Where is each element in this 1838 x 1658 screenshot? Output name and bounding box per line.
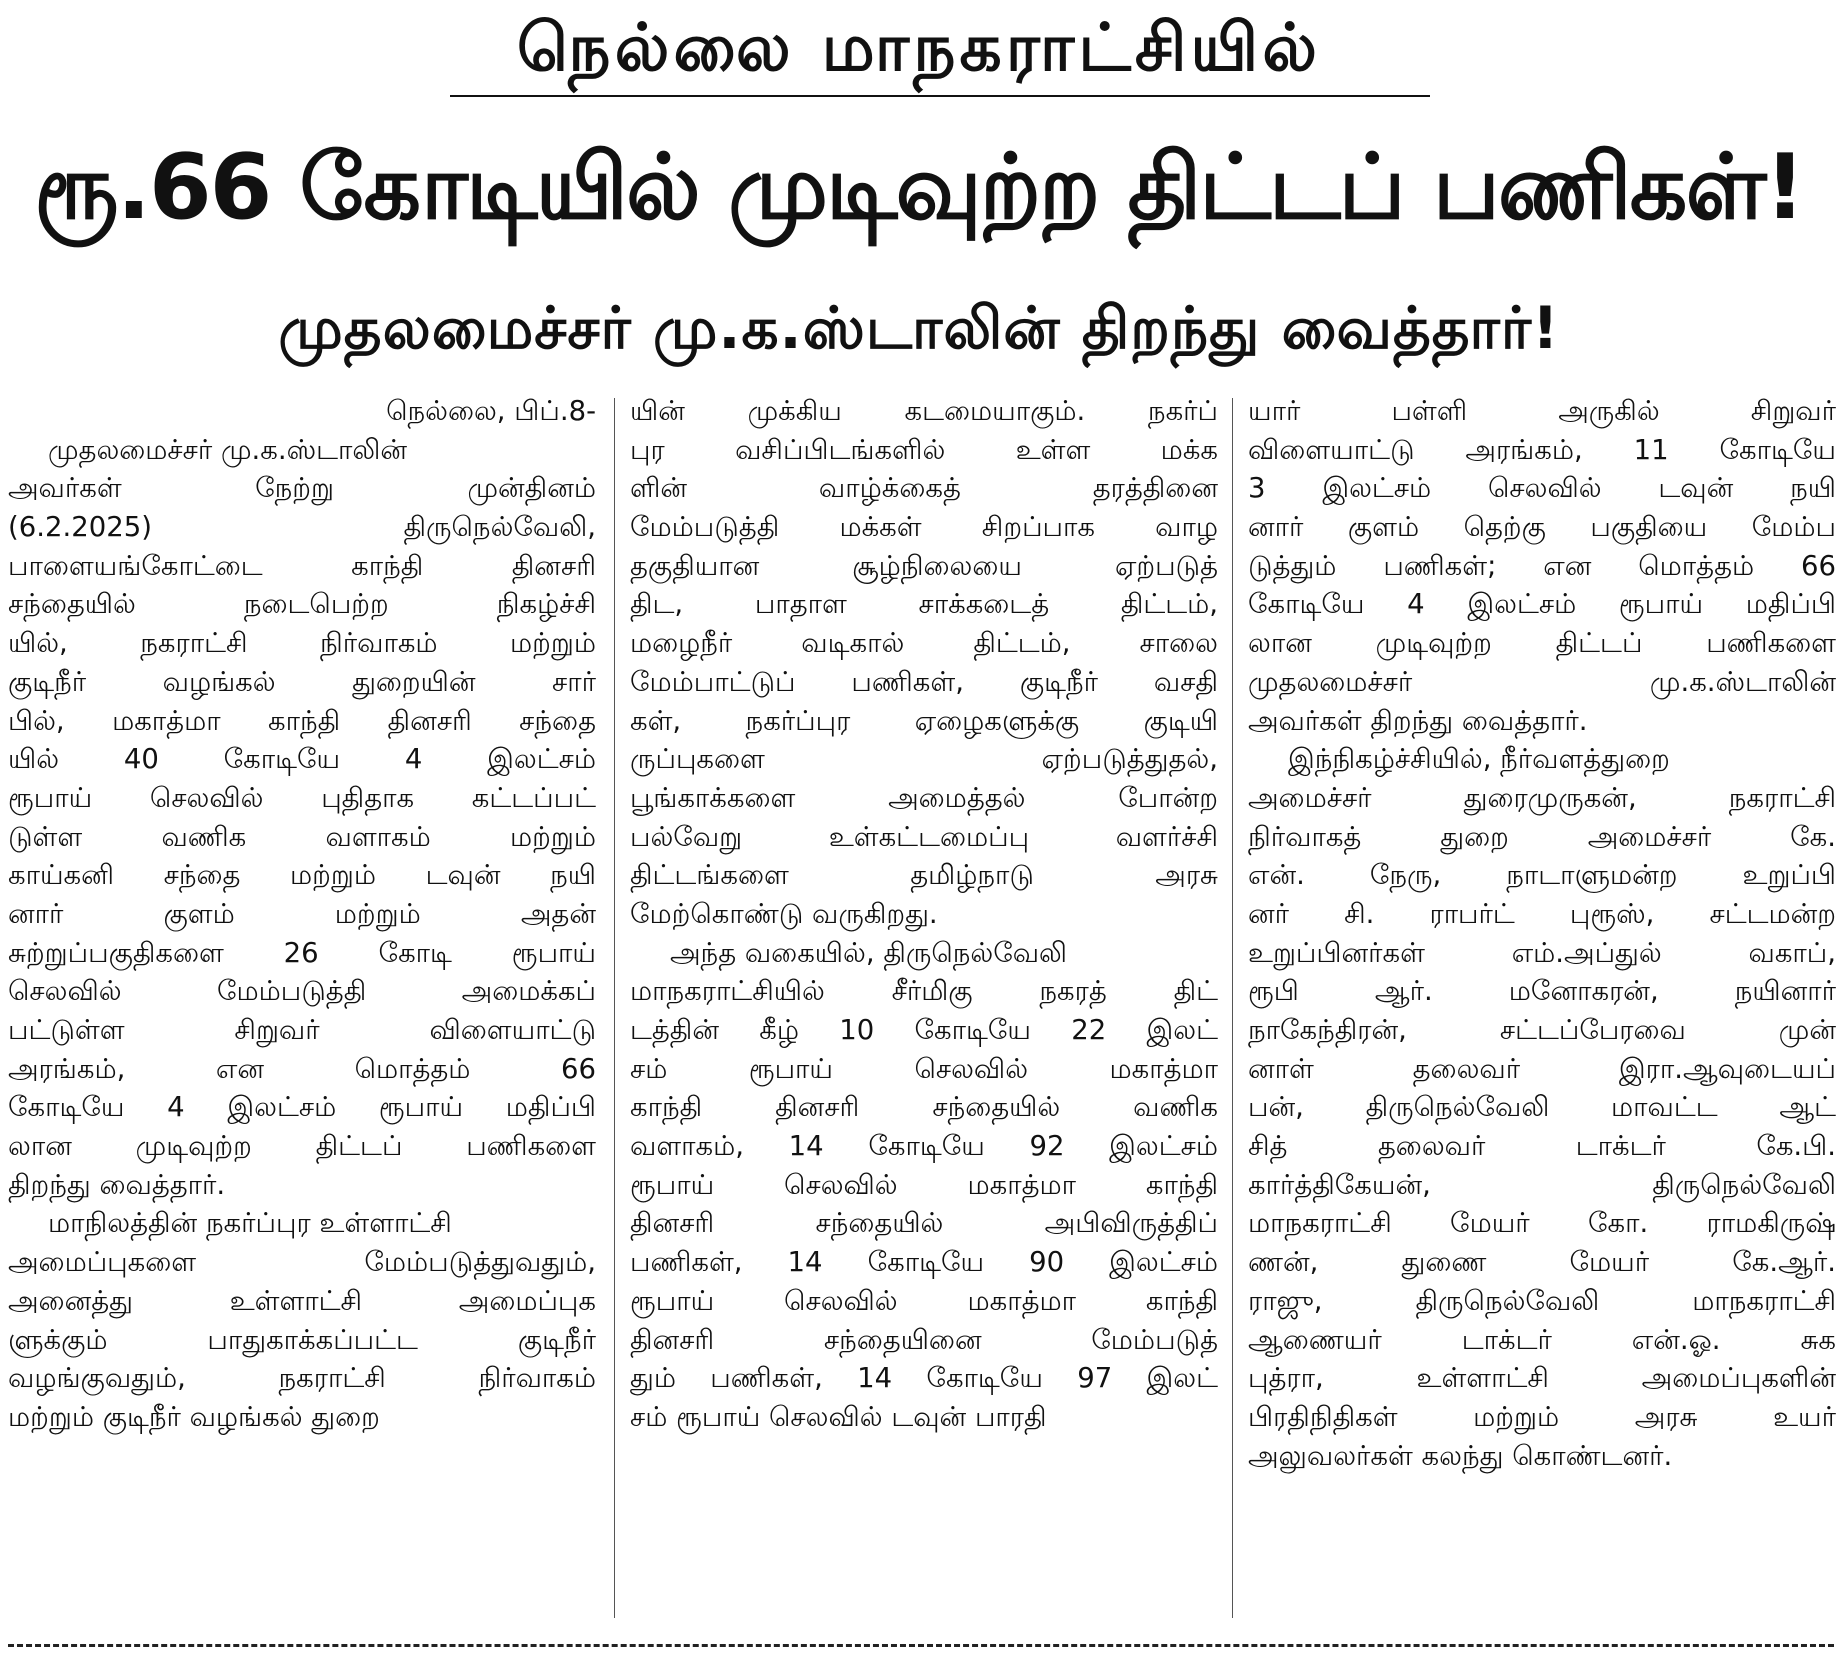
article-text-line: திட, பாதாள சாக்கடைத் திட்டம்,	[630, 588, 1218, 621]
article-text-line: சம் ரூபாய் செலவில் மகாத்மா	[630, 1052, 1218, 1085]
article-text-line: கார்த்திகேயன், திருநெல்வேலி	[1248, 1168, 1836, 1201]
article-text-line: மாநகராட்சியில் சீர்மிகு நகரத் திட்	[630, 975, 1218, 1008]
article-text-line: அமைச்சர் துரைமுருகன், நகராட்சி	[1248, 781, 1836, 814]
article-text-line: பூங்காக்களை அமைத்தல் போன்ற	[630, 781, 1218, 814]
article-text-line: மாநிலத்தின் நகர்ப்புர உள்ளாட்சி	[48, 1207, 452, 1240]
article-text-line: மழைநீர் வடிகால் திட்டம், சாலை	[630, 627, 1218, 660]
article-text-line: வழங்குவதும், நகராட்சி நிர்வாகம்	[8, 1362, 596, 1395]
article-column-3	[1248, 392, 1836, 1632]
kicker-underline	[450, 95, 1430, 97]
article-text-line: காய்கனி சந்தை மற்றும் டவுன் நயி	[8, 859, 596, 892]
article-text-line: புர வசிப்பிடங்களில் உள்ள மக்க	[630, 433, 1218, 466]
article-text-line: முதலமைச்சர் மு.க.ஸ்டாலின்	[1248, 665, 1836, 698]
article-text-line: யார் பள்ளி அருகில் சிறுவர்	[1248, 395, 1836, 427]
article-text-line: அரங்கம், என மொத்தம் 66	[8, 1052, 596, 1085]
article-text-line: பாளையங்கோட்டை காந்தி தினசரி	[8, 549, 596, 582]
article-text-line: ரூபாய் செலவில் புதிதாக கட்டப்பட்	[8, 781, 596, 814]
article-text-line: ரூபாய் செலவில் மகாத்மா காந்தி	[630, 1168, 1218, 1201]
article-text-line: உறுப்பினர்கள் எம்.அப்துல் வகாப்,	[1248, 936, 1836, 969]
article-text-line: பில், மகாத்மா காந்தி தினசரி சந்தை	[8, 704, 596, 737]
article-text-line: சம் ரூபாய் செலவில் டவுன் பாரதி	[630, 1400, 1047, 1433]
article-text-line: ஆணையர் டாக்டர் என்.ஓ. சுக	[1248, 1323, 1836, 1356]
headline-title: ரூ.66 கோடியில் முடிவுற்ற திட்டப் பணிகள்!	[34, 135, 1804, 240]
article-text-line: முதலமைச்சர் மு.க.ஸ்டாலின்	[48, 433, 408, 466]
article-text-line: டத்தின் கீழ் 10 கோடியே 22 இலட்	[630, 1014, 1218, 1046]
article-text-line: லான முடிவுற்ற திட்டப் பணிகளை	[1248, 627, 1836, 660]
article-text-line: பட்டுள்ள சிறுவர் விளையாட்டு	[8, 1014, 596, 1046]
article-text-line: ளின் வாழ்க்கைத் தரத்தினை	[630, 472, 1218, 505]
article-text-line: அவர்கள் நேற்று முன்தினம்	[8, 472, 596, 505]
article-text-line: சந்தையில் நடைபெற்ற நிகழ்ச்சி	[8, 588, 596, 621]
article-text-line: தும் பணிகள், 14 கோடியே 97 இலட்	[630, 1362, 1218, 1395]
article-column-2	[630, 392, 1218, 1632]
article-text-line: காந்தி தினசரி சந்தையில் வணிக	[630, 1091, 1218, 1124]
article-text-line: னர் சி. ராபர்ட் புரூஸ், சட்டமன்ற	[1248, 897, 1836, 930]
article-text-line: திட்டங்களை தமிழ்நாடு அரசு	[630, 859, 1218, 892]
article-text-line: டுள்ள வணிக வளாகம் மற்றும்	[8, 820, 596, 853]
article-text-line: பன், திருநெல்வேலி மாவட்ட ஆட்	[1248, 1091, 1836, 1124]
article-text-line: ளுக்கும் பாதுகாக்கப்பட்ட குடிநீர்	[8, 1323, 596, 1356]
article-text-line: மற்றும் குடிநீர் வழங்கல் துறை	[8, 1400, 380, 1433]
column-divider	[614, 398, 615, 1618]
article-text-line: யின் முக்கிய கடமையாகும். நகர்ப்	[630, 395, 1218, 427]
article-text-line: நெல்லை, பிப்.8-	[386, 395, 596, 427]
article-text-line: கோடியே 4 இலட்சம் ரூபாய் மதிப்பி	[1248, 588, 1836, 621]
article-text-line: ரூபி ஆர். மனோகரன், நயினார்	[1248, 975, 1836, 1008]
article-text-line: யில் 40 கோடியே 4 இலட்சம்	[8, 743, 596, 776]
article-text-line: பணிகள், 14 கோடியே 90 இலட்சம்	[630, 1246, 1218, 1279]
article-text-line: அந்த வகையில், திருநெல்வேலி	[670, 936, 1068, 969]
article-text-line: இந்நிகழ்ச்சியில், நீர்வளத்துறை	[1288, 743, 1670, 776]
article-text-line: யில், நகராட்சி நிர்வாகம் மற்றும்	[8, 627, 596, 660]
article-text-line: நிர்வாகத் துறை அமைச்சர் கே.	[1248, 820, 1836, 853]
article-text-line: ணன், துணை மேயர் கே.ஆர்.	[1248, 1246, 1836, 1279]
article-text-line: 3 இலட்சம் செலவில் டவுன் நயி	[1248, 472, 1836, 505]
headline-block	[0, 0, 1838, 395]
article-text-line: குடிநீர் வழங்கல் துறையின் சார்	[8, 665, 596, 698]
article-text-line: என். நேரு, நாடாளுமன்ற உறுப்பி	[1248, 859, 1836, 892]
article-text-line: நாகேந்திரன், சட்டப்பேரவை முன்	[1248, 1014, 1836, 1046]
article-text-line: ரூபாய் செலவில் மகாத்மா காந்தி	[630, 1284, 1218, 1317]
article-text-line: (6.2.2025) திருநெல்வேலி,	[8, 511, 596, 544]
article-text-line: னாள் தலைவர் இரா.ஆவுடையப்	[1248, 1052, 1836, 1085]
article-text-line: விளையாட்டு அரங்கம், 11 கோடியே	[1248, 433, 1836, 466]
article-text-line: புத்ரா, உள்ளாட்சி அமைப்புகளின்	[1248, 1362, 1836, 1395]
article-text-line: திறந்து வைத்தார்.	[8, 1168, 226, 1201]
article-text-line: அலுவலர்கள் கலந்து கொண்டனர்.	[1248, 1439, 1673, 1472]
article-text-line: பல்வேறு உள்கட்டமைப்பு வளர்ச்சி	[630, 820, 1218, 853]
article-text-line: ராஜு, திருநெல்வேலி மாநகராட்சி	[1248, 1284, 1836, 1317]
article-text-line: வளாகம், 14 கோடியே 92 இலட்சம்	[630, 1130, 1218, 1163]
article-text-line: செலவில் மேம்படுத்தி அமைக்கப்	[8, 975, 596, 1008]
article-text-line: ருப்புகளை ஏற்படுத்துதல்,	[630, 743, 1218, 776]
article-text-line: மேற்கொண்டு வருகிறது.	[630, 897, 938, 930]
article-text-line: கோடியே 4 இலட்சம் ரூபாய் மதிப்பி	[8, 1091, 596, 1124]
article-text-line: தினசரி சந்தையினை மேம்படுத்	[630, 1323, 1218, 1356]
article-text-line: கள், நகர்ப்புர ஏழைகளுக்கு குடியி	[630, 704, 1218, 737]
article-text-line: டுத்தும் பணிகள்; என மொத்தம் 66	[1248, 549, 1836, 582]
article-text-line: னார் குளம் மற்றும் அதன்	[8, 897, 596, 930]
article-text-line: தகுதியான சூழ்நிலையை ஏற்படுத்	[630, 549, 1218, 582]
article-column-1	[8, 392, 596, 1632]
headline-kicker: நெல்லை மாநகராட்சியில்	[516, 9, 1322, 86]
headline-subtitle: முதலமைச்சர் மு.க.ஸ்டாலின் திறந்து வைத்தார்!	[278, 294, 1560, 362]
article-body	[8, 392, 1834, 1632]
article-text-line: சுற்றுப்பகுதிகளை 26 கோடி ரூபாய்	[8, 936, 596, 969]
article-text-line: சித் தலைவர் டாக்டர் கே.பி.	[1248, 1130, 1836, 1163]
article-text-line: அமைப்புகளை மேம்படுத்துவதும்,	[8, 1246, 596, 1279]
article-text-line: மேம்பாட்டுப் பணிகள், குடிநீர் வசதி	[630, 665, 1218, 698]
article-text-line: மாநகராட்சி மேயர் கோ. ராமகிருஷ்	[1248, 1207, 1836, 1240]
bottom-dashed-rule	[8, 1644, 1834, 1647]
column-divider	[1232, 398, 1233, 1618]
article-text-line: தினசரி சந்தையில் அபிவிருத்திப்	[630, 1207, 1218, 1240]
article-text-line: பிரதிநிதிகள் மற்றும் அரசு உயர்	[1248, 1400, 1836, 1433]
article-text-line: னார் குளம் தெற்கு பகுதியை மேம்ப	[1248, 511, 1836, 544]
article-text-line: அனைத்து உள்ளாட்சி அமைப்புக	[8, 1284, 596, 1317]
article-text-line: அவர்கள் திறந்து வைத்தார்.	[1248, 704, 1588, 737]
article-text-line: மேம்படுத்தி மக்கள் சிறப்பாக வாழ	[630, 511, 1218, 544]
article-text-line: லான முடிவுற்ற திட்டப் பணிகளை	[8, 1130, 596, 1163]
